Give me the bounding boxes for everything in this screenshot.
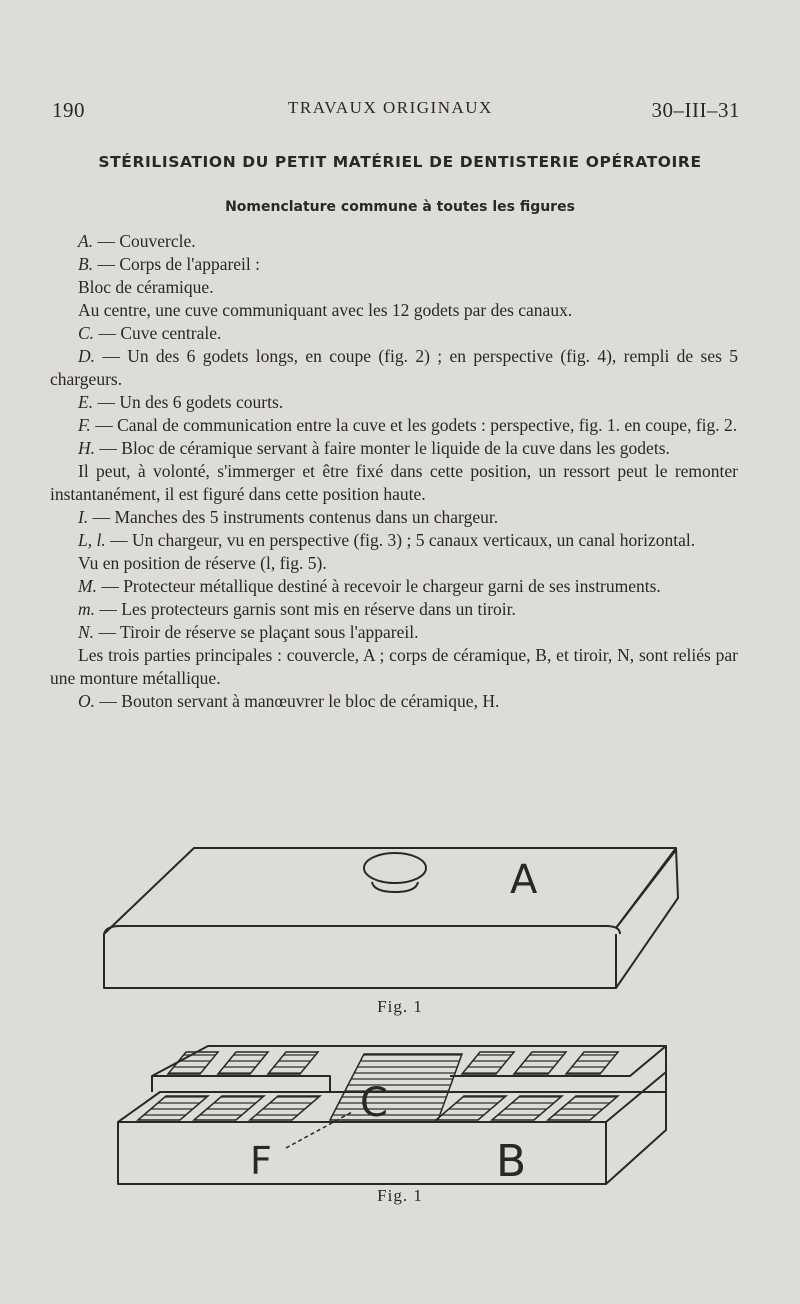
figure-2-caption: Fig. 1	[377, 1186, 423, 1205]
page-number: 190	[52, 98, 85, 122]
label-f: F	[250, 1139, 272, 1183]
nomenclature-list	[50, 230, 738, 713]
entry-m: M. — Protecteur métallique destiné à recevoir le chargeur garni de ses instruments.	[78, 576, 661, 596]
entry-b-detail: Bloc de céramique.	[78, 277, 214, 297]
entry-e: E. — Un des 6 godets courts.	[78, 392, 284, 412]
label-a: A	[510, 857, 538, 903]
entry-h-detail: Il peut, à volonté, s'immerger et être fixé dans cette position, un ressort peut le remonter instantanément, il est figuré dans cette position haute.	[50, 461, 738, 504]
entry-l: L, l. — Un chargeur, vu en perspective (fig. 3) ; 5 canaux verticaux, un canal horizontal.	[78, 530, 696, 550]
central-cuve	[330, 1054, 462, 1120]
issue-date: 30–III–31	[651, 98, 740, 122]
figure-body	[90, 1040, 690, 1190]
entry-b: B. — Corps de l'appareil :	[78, 254, 261, 274]
entry-h: H. — Bloc de céramique servant à faire monter le liquide de la cuve dans les godets.	[78, 438, 670, 458]
label-c: C	[360, 1080, 388, 1126]
entry-m-lower: m. — Les protecteurs garnis sont mis en réserve dans un tiroir.	[78, 599, 516, 619]
figure-1-caption: Fig. 1	[377, 997, 423, 1016]
entry-i: I. — Manches des 5 instruments contenus dans un chargeur.	[78, 507, 499, 527]
lid-drawing	[90, 838, 690, 998]
entry-o: O. — Bouton servant à manœuvrer le bloc de céramique, H.	[78, 691, 500, 711]
label-b: B	[496, 1136, 527, 1187]
entry-a: A. — Couvercle.	[78, 231, 196, 251]
article-title: STÉRILISATION DU PETIT MATÉRIEL DE DENTISTERIE OPÉRATOIRE	[98, 153, 702, 171]
page-header	[52, 98, 740, 124]
figure-lid	[90, 838, 690, 998]
section-subtitle: Nomenclature commune à toutes les figures	[225, 199, 575, 215]
running-title: TRAVAUX ORIGINAUX	[288, 98, 493, 117]
entry-d: D. — Un des 6 godets longs, en coupe (fig. 2) ; en perspective (fig. 4), rempli de ses 5 chargeurs.	[50, 346, 738, 389]
entry-n-detail: Les trois parties principales : couvercle, A ; corps de céramique, B, et tiroir, N, sont reliés par une monture métallique.	[50, 645, 738, 688]
entry-f: F. — Canal de communication entre la cuve et les godets : perspective, fig. 1. en coupe, fig. 2.	[78, 415, 738, 435]
entry-b-detail-2: Au centre, une cuve communiquant avec les 12 godets par des canaux.	[78, 300, 573, 320]
body-drawing	[90, 1040, 690, 1190]
entry-c: C. — Cuve centrale.	[78, 323, 222, 343]
entry-n: N. — Tiroir de réserve se plaçant sous l'appareil.	[78, 622, 419, 642]
knob-icon	[364, 853, 426, 892]
entry-l-detail: Vu en position de réserve (l, fig. 5).	[78, 553, 327, 573]
